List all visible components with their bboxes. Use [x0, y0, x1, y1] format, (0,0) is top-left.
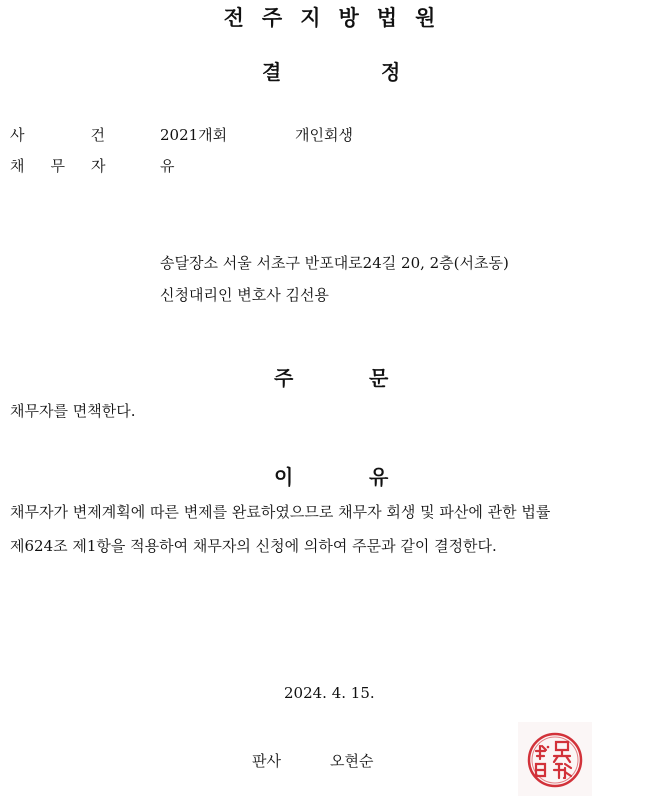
judge-seal [518, 722, 592, 796]
document-title-left: 결 [262, 60, 282, 84]
reason-heading [0, 461, 659, 489]
reason-heading-right: 유 [369, 465, 389, 489]
judge-name: 오현순 [330, 752, 374, 770]
case-number: 2021개회 [160, 126, 228, 144]
seal-icon [518, 722, 592, 796]
order-text: 채무자를 면책한다. [10, 402, 136, 420]
order-heading [0, 362, 659, 390]
court-name: 전주지방법원 [223, 6, 454, 30]
reason-text-line1: 채무자가 변제계획에 따른 변제를 완료하였으므로 채무자 회생 및 파산에 관한 법률 [10, 503, 551, 521]
order-heading-left: 주 [274, 366, 294, 390]
service-address: 송달장소 서울 서초구 반포대로24길 20, 2층(서초동) [160, 254, 509, 272]
reason-heading-left: 이 [274, 465, 294, 489]
order-heading-right: 문 [369, 366, 389, 390]
legal-agent: 신청대리인 변호사 김선용 [160, 286, 329, 304]
debtor-label: 채 무 자 [10, 157, 106, 175]
judge-title: 판사 [252, 752, 281, 770]
reason-text-line2: 제624조 제1항을 적용하여 채무자의 신청에 의하여 주문과 같이 결정한다. [10, 537, 497, 555]
decision-date: 2024. 4. 15. [284, 684, 375, 702]
document-title-right: 정 [381, 60, 401, 84]
case-label: 사 건 [10, 126, 105, 144]
case-name: 개인회생 [295, 126, 353, 144]
debtor-name: 유 [160, 157, 175, 175]
